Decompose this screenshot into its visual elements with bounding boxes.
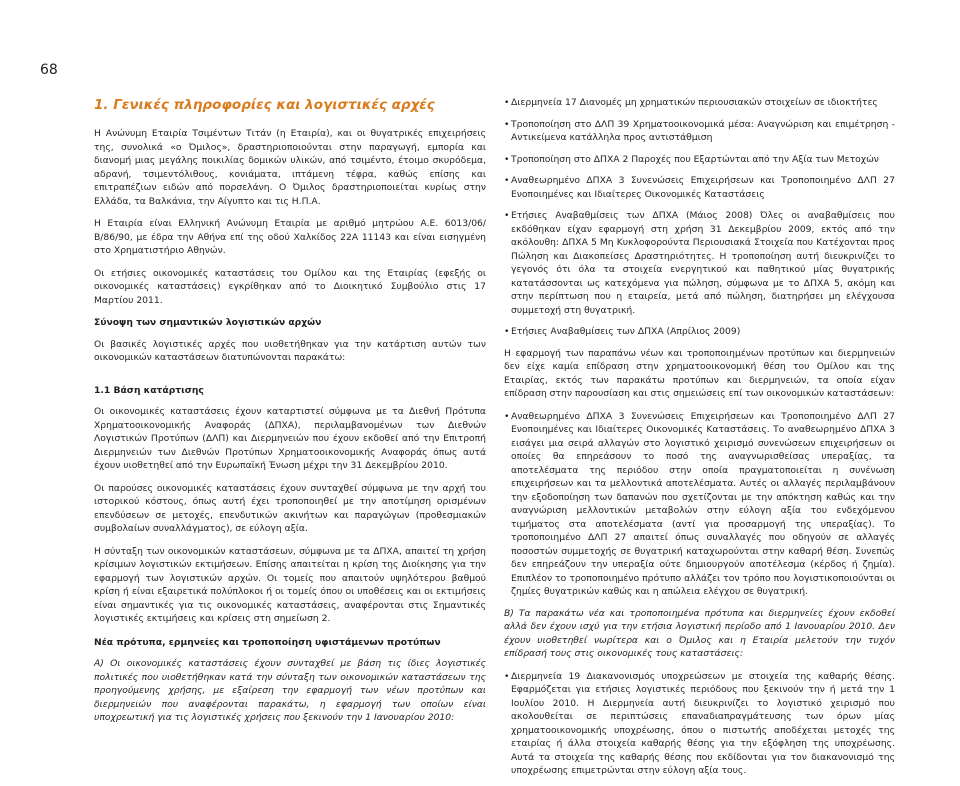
bullet-item-3: • Τροποποίηση στο ΔΠΧΑ 2 Παροχές που Εξαρτώνται από την Αξία των Μετοχών (504, 153, 895, 167)
new-standards-heading: Νέα πρότυπα, ερμηνείες και τροποποίηση υφιστάμενων προτύπων (94, 636, 441, 648)
spacer (94, 374, 486, 384)
bullet-item-7: • Αναθεωρημένο ΔΠΧΑ 3 Συνενώσεις Επιχειρήσεων και Τροποποιημένο ΔΛΠ 27 Ενοποιημένες και Ιδιαίτερες Οικονομικές Καταστάσεις. Το αναθεωρημένο ΔΠΧΑ 3 εισάγει μια σειρά αλλαγών στο λογιστικό χειρισμό συνενώσεων επιχειρήσεων οι οποίες θα επηρεάσουν το ποσό της αναγνωρισθείσας υπεραξίας, τα αποτελέσματα της περιόδου στην οποία πραγματοποιείται η συνένωση επιχειρήσεων και τα μελλοντικά αποτελέσματα. Αυτές οι αλλαγές περιλαμβάνουν την εξοδοποίηση των δαπανών που σχετίζονται με την απόκτηση καθώς και την αναγνώριση μελλοντικών μεταβολών στην εύλογη αξία του ενδεχόμενου τιμήματος στα αποτελέσματα (αντί για προσαρμογή της υπεραξίας). Το τροποποιημένο ΔΛΠ 27 απαιτεί όπως συναλλαγές που οδηγούν σε αλλαγές ποσοστών συμμετοχής σε θυγατρική καταχωρούνται στην καθαρή θέση. Συνεπώς δεν επηρεάζουν την υπεραξία ούτε δημιουργούν αποτέλεσμα (κέρδος ή ζημία). Επιπλέον το τροποποιημένο πρότυπο αλλάζει τον τρόπο που λογιστικοποιούνται οι ζημίες θυγατρικών καθώς και η απώλεια ελέγχου σε θυγατρική. (504, 410, 895, 599)
bullet-item-2: • Τροποποίηση στο ΔΛΠ 39 Χρηματοοικονομικά μέσα: Αναγνώριση και επιμέτρηση - Αντικείμενα κατάλληλα προς αντιστάθμιση (504, 118, 895, 145)
basis-paragraph-3: Η σύνταξη των οικονομικών καταστάσεων, σύμφωνα με τα ΔΠΧΑ, απαιτεί τη χρήση κρίσιμων λογιστικών εκτιμήσεων. Επίσης απαιτείται η κρίση της Διοίκησης για την εφαρμογή των λογιστικών αρχών. Οι τομείς που απαιτούν υψηλότερου βαθμού κρίση ή είναι εξαιρετικά πολύπλοκοι ή οι τομείς όπου οι υποθέσεις και οι εκτιμήσεις είναι σημαντικές για τις οικονομικές καταστάσεις, αναφέρονται στις Σημαντικές λογιστικές εκτιμήσεις και κρίσεις στη σημείωση 2. (94, 545, 486, 624)
bullet-item-1: • Διερμηνεία 17 Διανομές μη χρηματικών περιουσιακών στοιχείων σε ιδιοκτήτες (504, 96, 895, 110)
bullet-item-4: • Αναθεωρημένο ΔΠΧΑ 3 Συνενώσεις Επιχειρήσεων και Τροποποιημένο ΔΛΠ 27 Ενοποιημένες και Ιδιαίτερες Οικονομικές Καταστάσεις (504, 174, 895, 201)
left-column (94, 96, 486, 734)
bullet-item-8: • Διερμηνεία 19 Διακανονισμός υποχρεώσεων με στοιχεία της καθαρής θέσης. Εφαρμόζεται για ετήσιες λογιστικές περιόδους που ξεκινούν την ή μετά την 1 Ιουλίου 2010. Η Διερμηνεία αυτή διευκρινίζει το λογιστικό χειρισμό που ακολουθείται σε περιπτώσεις επαναδιαπραγμάτευσης των όρων μίας χρηματοοικονομικής υποχρέωσης, όπου ο πιστωτής αποδέχεται μετοχές της εταιρίας ή άλλα στοιχεία καθαρής θέσης για την εξόφληση της υποχρέωσης. Αυτά τα στοιχεία της καθαρής θέσης που εκδίδονται για τον διακανονισμό της υποχρέωσης επιμετρώνται στην εύλογη αξία τους. (504, 670, 895, 778)
bullet-item-6: • Ετήσιες Αναβαθμίσεις των ΔΠΧΑ (Απρίλιος 2009) (504, 325, 895, 339)
new-standards-paragraph: A) Οι οικονομικές καταστάσεις έχουν συνταχθεί με βάση τις ίδιες λογιστικές πολιτικές που υιοθετήθηκαν κατά την σύνταξη των οικονομικών καταστάσεων της προηγούμενης χρήσης, με εξαίρεση την εφαρμογή των νέων προτύπων και διερμηνειών που αναφέρονται παρακάτω, η εφαρμογή των οποίων είναι υποχρεωτική για τις λογιστικές χρήσεις που ξεκινούν την 1 Ιανουαρίου 2010: (94, 658, 486, 723)
basis-paragraph-1: Οι οικονομικές καταστάσεις έχουν καταρτιστεί σύμφωνα με τα Διεθνή Πρότυπα Χρηματοοικονομικής Αναφοράς (ΔΠΧΑ), περιλαμβανομένων των Διεθνών Λογιστικών Προτύπων (ΔΛΠ) και Διερμηνειών που έχουν εκδοθεί από την Επιτροπή Διερμηνειών των Διεθνών Προτύπων Χρηματοοικονομικής Αναφοράς όπως αυτά έχουν υιοθετηθεί από την Ευρωπαϊκή Ένωση μέχρι την 31 Δεκεμβρίου 2010. (94, 406, 486, 471)
right-column (504, 96, 895, 786)
intro-paragraph-1: Η Ανώνυμη Εταιρία Τσιμέντων Τιτάν (η Εταιρία), και οι θυγατρικές επιχειρήσεις της, συνολικά «ο Όμιλος», δραστηριοποιούνται στην παραγωγή, εμπορία και διανομή μιας μεγάλης ποικιλίας δομικών υλικών, από τσιμέντο, έτοιμο σκυρόδεμα, αδρανή, τσιμεντόλιθους, κονιάματα, ιπτάμενη τέφρα, καθώς επίσης και επιτραπέζιων ειδών από πορσελάνη. Ο Όμιλος δραστηριοποιείται κυρίως στην Ελλάδα, τα Βαλκάνια, την Αίγυπτο και τις Η.Π.Α. (94, 128, 486, 207)
page-number: 68 (40, 62, 58, 78)
intro-paragraph-3: Οι ετήσιες οικονομικές καταστάσεις του Ομίλου και της Εταιρίας (εφεξής οι οικονομικές καταστάσεις) εγκρίθηκαν από το Διοικητικό Συμβούλιο στις 17 Μαρτίου 2011. (94, 267, 486, 306)
bullet-item-5: • Ετήσιες Αναβαθμίσεις των ΔΠΧΑ (Μάιος 2008) Όλες οι αναβαθμίσεις που εκδόθηκαν είχαν εφαρμογή στη χρήση 31 Δεκεμβρίου 2009, εκτός από την ακόλουθη: ΔΠΧΑ 5 Μη Κυκλοφορούντα Περιουσιακά Στοιχεία που Κατέχονται προς Πώληση και Διακοπείσες Δραστηριότητες. Η τροποποίηση αυτή διευκρινίζει το γεγονός ότι όλα τα στοιχεία ενεργητικού και παθητικού μίας θυγατρικής κατατάσσονται ως κατεχόμενα για πώληση, σύμφωνα με το ΔΠΧΑ 5, ακόμη και στην περίπτωση που η εταιρεία, μετά από πώληση, διατηρήσει μη ελέγχουσα συμμετοχή στη θυγατρική. (504, 209, 895, 317)
future-standards-paragraph: B) Τα παρακάτω νέα και τροποποιημένα πρότυπα και διερμηνείες έχουν εκδοθεί αλλά δεν έχουν ισχύ για την ετήσια λογιστική περίοδο από 1 Ιανουαρίου 2010. Δεν έχουν υιοθετηθεί νωρίτερα και ο Όμιλος και η Εταιρία μελετούν την τυχόν επίδρασή τους στις οικονομικές τους καταστάσεις: (504, 607, 895, 659)
intro-paragraph-2: Η Εταιρία είναι Ελληνική Ανώνυμη Εταιρία με αριθμό μητρώου Α.Ε. 6013/06/Β/86/90, με έδρα την Αθήνα επί της οδού Χαλκίδος 22Α 11143 και είναι εισηγμένη στο Χρηματιστήριο Αθηνών. (94, 218, 486, 256)
section-title: 1. Γενικές πληροφορίες και λογιστικές αρχές (94, 97, 435, 113)
basis-heading: 1.1 Βάση κατάρτισης (94, 384, 204, 396)
summary-heading: Σύνοψη των σημαντικών λογιστικών αρχών (94, 317, 322, 328)
effect-paragraph: Η εφαρμογή των παραπάνω νέων και τροποποιημένων προτύπων και διερμηνειών δεν είχε καμία επίδραση στην χρηματοοικονομική θέση του Ομίλου και της Εταιρίας, εκτός των παρακάτω προτύπων και διερμηνειών, τα οποία είχαν επίδραση στην παρουσίαση και στις σημειώσεις επί των οικονομικών καταστάσεων: (504, 347, 895, 399)
basis-paragraph-2: Οι παρούσες οικονομικές καταστάσεις έχουν συνταχθεί σύμφωνα με την αρχή του ιστορικού κόστους, όπως αυτή έχει τροποποιηθεί με την αποτίμηση ορισμένων επενδύσεων σε μετοχές, επενδυτικών ακινήτων και παραγώγων (προθεσμιακών συμβολαίων συναλλάγματος), σε εύλογη αξία. (94, 482, 486, 534)
summary-text: Οι βασικές λογιστικές αρχές που υιοθετήθηκαν για την κατάρτιση αυτών των οικονομικών καταστάσεων διατυπώνονται παρακάτω: (94, 338, 486, 363)
